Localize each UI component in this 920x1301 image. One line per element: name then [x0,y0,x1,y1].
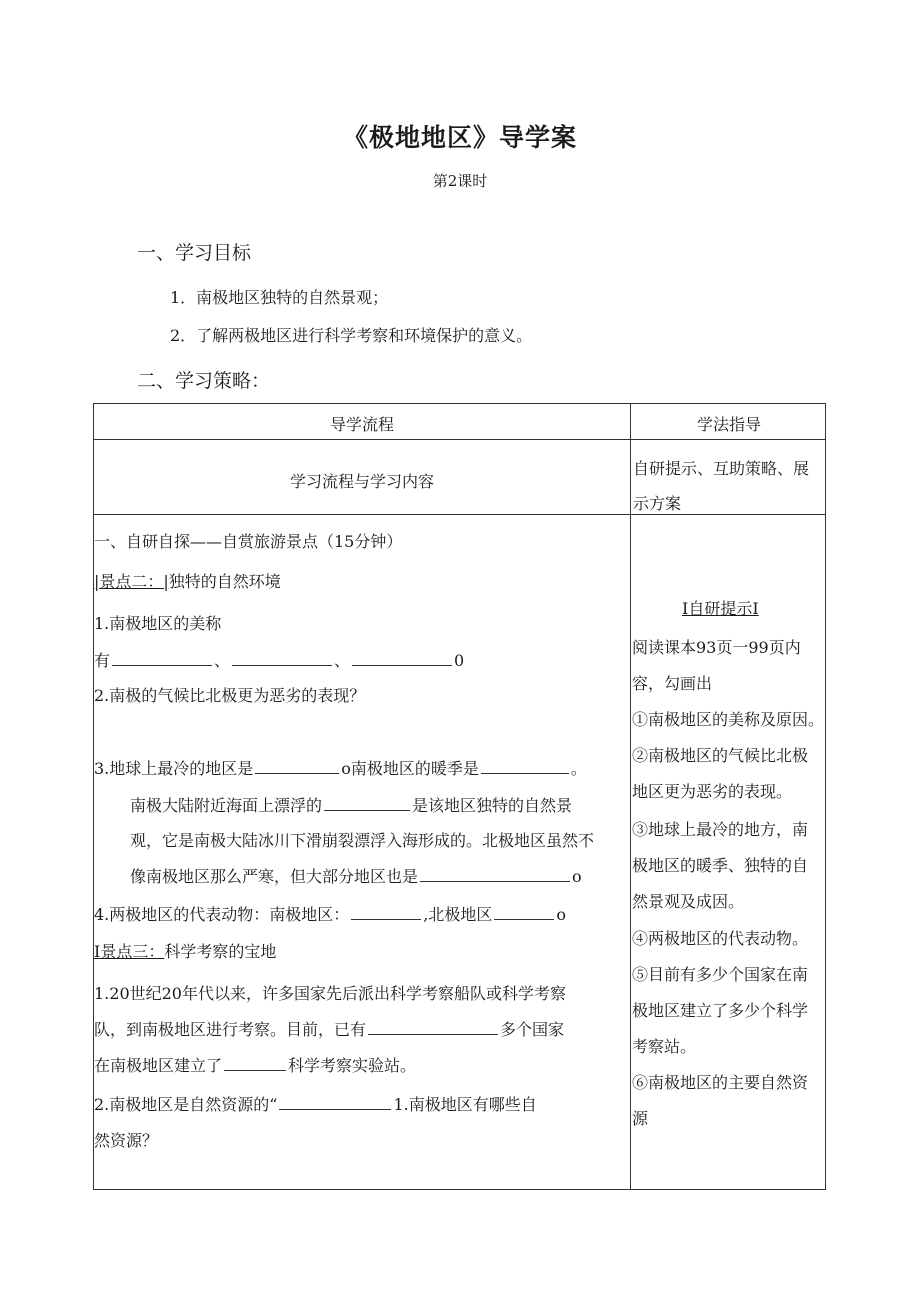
hint-line: ②南极地区的气候比北极 [632,746,809,765]
s3-q1-line3-a: 在南极地区建立了 [94,1056,223,1075]
s3-q1-line2-b: 多个国家 [500,1020,565,1039]
blank-field[interactable] [494,905,554,920]
blank-field[interactable] [324,796,410,811]
s3-q2-line1 [94,1092,537,1115]
s3-q1-line3 [94,1053,416,1076]
q1-title: 1.南极地区的美称 [94,614,222,633]
q3-line4 [130,864,582,887]
spot-three-text: 科学考察的宝地 [164,942,277,961]
spot-two-text: 独特的自然环境 [168,572,281,591]
q4-part-a: 4.两极地区的代表动物：南极地区： [94,905,350,924]
q1-blanks [94,648,464,671]
study-table [93,403,826,1190]
s3-q1-line2-a: 队，到南极地区进行考察。目前，已有 [94,1020,367,1039]
blank-field[interactable] [279,1095,391,1110]
q2-title: 2.南极的气候比北极更为恶劣的表现？ [94,686,366,705]
section-self-study: 一、自研自探——自赏旅游景点（15分钟） [94,532,403,551]
q4-line [94,902,566,925]
q1-sep1: 、 [214,651,231,670]
hint-line: 极地区建立了多少个科学 [632,1001,809,1020]
lesson-subtitle: 第2课时 [432,172,488,190]
hint-line: 容，勾画出 [632,674,713,693]
row2-left: 学习流程与学习内容 [289,472,434,491]
guidance-content [632,514,827,1190]
q3-line1 [94,756,587,779]
q3-line4-a: 像南极地区那么严寒，但大部分地区也是 [130,867,419,886]
blank-field[interactable] [420,867,570,882]
hint-line: ①南极地区的美称及原因。 [632,710,825,729]
process-content [94,514,630,1190]
spot-two-line [94,569,281,592]
hint-line: ④两极地区的代表动物。 [632,929,809,948]
q4-part-b: ,北极地区 [423,905,493,924]
page-title: 《极地地区》导学案 [342,123,577,152]
header-guidance: 学法指导 [696,415,761,434]
q3-line2-b: 是该地区独特的自然景 [412,796,573,815]
q3-part-a: 3.地球上最冷的地区是 [94,759,254,778]
blank-field[interactable] [255,759,339,774]
s3-q2-line1-b: 1.南极地区有哪些自 [393,1095,537,1114]
goal-item-2: 2．了解两极地区进行科学考察和环境保护的意义。 [170,326,533,345]
s3-q2-line2: 然资源？ [94,1131,159,1150]
blank-field[interactable] [232,651,332,666]
q4-part-c: o [556,905,567,924]
blank-field[interactable] [352,651,452,666]
spot-two-label: |景点二：| [94,572,169,591]
q1-sep2: 、 [334,651,351,670]
hint-line: 阅读课本93页一99页内 [632,638,801,657]
q3-line4-b: o [572,867,582,886]
row2-right-line2: 示方案 [633,494,682,513]
q3-line3: 观，它是南极大陆冰川下滑崩裂漂浮入海形成的。北极地区虽然不 [130,831,595,850]
q3-line2 [130,793,572,816]
goal-item-1: 1．南极地区独特的自然景观； [170,288,389,307]
s3-q1-line2 [94,1017,564,1040]
section-heading-goals: 一、学习目标 [137,242,252,264]
spot-three-line [94,939,276,962]
q3-line2-a: 南极大陆附近海面上漂浮的 [130,796,323,815]
s3-q1-line3-b: 科学考察实验站。 [288,1056,417,1075]
hint-line: 地区更为恶劣的表现。 [632,782,793,801]
s3-q1-line1: 1.20世纪20年代以来，许多国家先后派出科学考察船队或科学考察 [94,984,566,1003]
header-process: 导学流程 [329,415,394,434]
self-study-hint-title: I自研提示I [682,599,759,618]
s3-q2-line1-a: 2.南极地区是自然资源的“ [94,1095,278,1114]
blank-field[interactable] [224,1056,286,1071]
hint-line: 考察站。 [632,1037,697,1056]
blank-field[interactable] [481,759,569,774]
hint-line: ③地球上最冷的地方，南 [632,820,809,839]
hint-line: ⑥南极地区的主要自然资 [632,1073,809,1092]
blank-field[interactable] [112,651,212,666]
q3-part-c: 。 [570,759,587,778]
q1-end: 0 [454,651,465,670]
row-divider-1 [94,439,825,440]
q1-prefix: 有 [94,651,111,670]
spot-three-label: I景点三： [94,942,165,961]
q3-part-b: o南极地区的暖季是 [341,759,479,778]
hint-line: ⑤目前有多少个国家在南 [632,965,809,984]
blank-field[interactable] [368,1020,498,1035]
row2-right-line1: 自研提示、互助策略、展 [633,459,810,478]
column-divider [630,404,631,1189]
hint-line: 源 [632,1109,649,1128]
hint-line: 极地区的暖季、独特的自 [632,856,809,875]
section-heading-strategy: 二、学习策略： [137,370,271,392]
hint-line: 然景观及成因。 [632,892,745,911]
blank-field[interactable] [351,905,421,920]
